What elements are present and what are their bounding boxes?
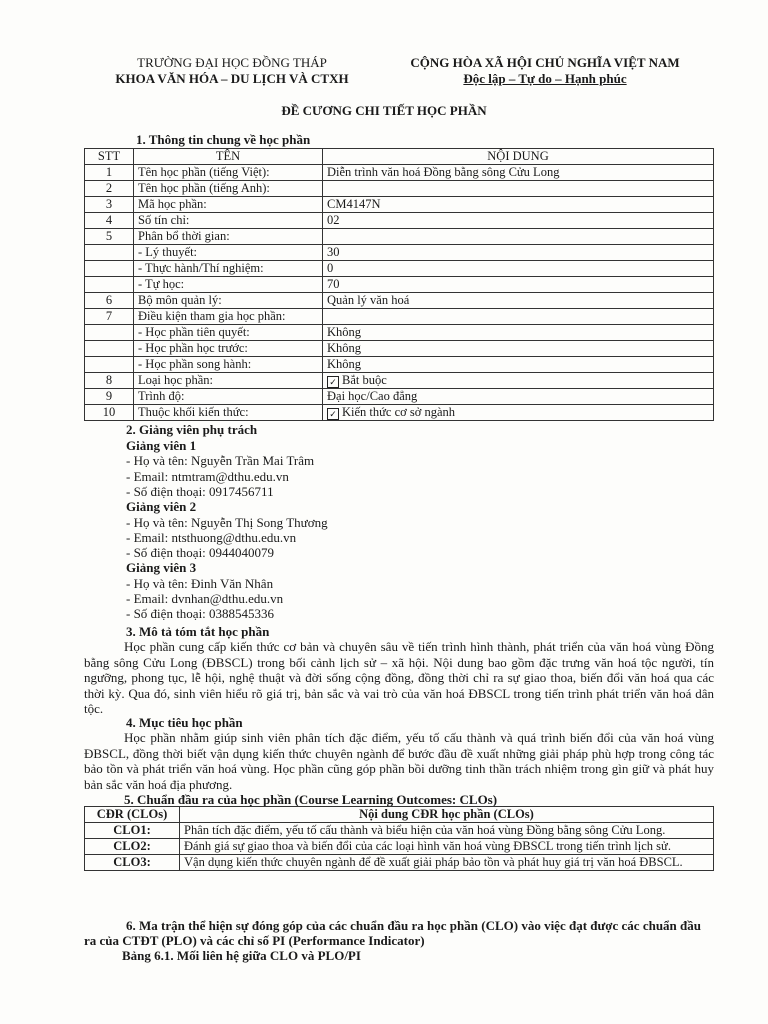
clo-code: CLO1: bbox=[85, 823, 180, 839]
country-name: CỘNG HÒA XÃ HỘI CHỦ NGHĨA VIỆT NAM bbox=[410, 55, 680, 70]
clo-row bbox=[85, 855, 714, 871]
row-value: CM4147N bbox=[323, 197, 714, 213]
section-1-heading: 1. Thông tin chung về học phần bbox=[136, 132, 311, 147]
course-description bbox=[84, 639, 714, 717]
row-stt: 8 bbox=[85, 373, 134, 389]
clo-header-content: Nội dung CĐR học phần (CLOs) bbox=[180, 807, 714, 823]
table-row bbox=[85, 181, 714, 197]
checkbox-icon: ✓ bbox=[327, 376, 339, 388]
row-stt: 1 bbox=[85, 165, 134, 181]
row-name: - Tự học: bbox=[134, 277, 323, 293]
lecturer-name: - Họ và tên: Nguyễn Trần Mai Trâm bbox=[126, 453, 315, 469]
header-name: TÊN bbox=[134, 149, 323, 165]
row-stt bbox=[85, 277, 134, 293]
row-name: Trình độ: bbox=[134, 389, 323, 405]
lecturer-name: - Họ và tên: Đinh Văn Nhân bbox=[126, 575, 274, 591]
section-2-heading: 2. Giảng viên phụ trách bbox=[126, 422, 258, 437]
table-6-1-caption: Bảng 6.1. Mối liên hệ giữa CLO và PLO/PI bbox=[122, 948, 361, 963]
row-stt: 3 bbox=[85, 197, 134, 213]
national-motto: Độc lập – Tự do – Hạnh phúc bbox=[463, 71, 627, 86]
table-row bbox=[85, 373, 714, 389]
lecturer-label: Giảng viên 3 bbox=[126, 560, 197, 576]
row-value: 02 bbox=[323, 213, 714, 229]
lecturer-label: Giảng viên 1 bbox=[126, 438, 197, 453]
table-row bbox=[85, 389, 714, 405]
row-value: Đại học/Cao đẳng bbox=[323, 389, 714, 405]
row-stt bbox=[85, 325, 134, 341]
row-stt: 7 bbox=[85, 309, 134, 325]
table-row bbox=[85, 325, 714, 341]
lecturer-label: Giảng viên 2 bbox=[126, 499, 197, 515]
row-name: - Học phần tiên quyết: bbox=[134, 325, 323, 341]
table-row bbox=[85, 213, 714, 229]
course-info-body bbox=[85, 165, 714, 421]
section-6-heading: 6. Ma trận thể hiện sự đóng góp của các chuẩn đầu ra học phần (CLO) vào việc đạt được các chuẩn đầu ra của CTĐT (PLO) và các chỉ số PI (Performance Indicator) bbox=[84, 918, 701, 948]
university-name: TRƯỜNG ĐẠI HỌC ĐỒNG THÁP bbox=[137, 55, 327, 70]
lecturer-email: - Email: dvnhan@dthu.edu.vn bbox=[126, 591, 284, 606]
table-row bbox=[85, 341, 714, 357]
table-row bbox=[85, 405, 714, 421]
row-name: - Lý thuyết: bbox=[134, 245, 323, 261]
lecturer-name: - Họ và tên: Nguyễn Thị Song Thương bbox=[126, 514, 328, 530]
row-name: Bộ môn quản lý: bbox=[134, 293, 323, 309]
table-row bbox=[85, 357, 714, 373]
row-stt bbox=[85, 357, 134, 373]
clo-table bbox=[84, 806, 714, 871]
row-value bbox=[323, 405, 714, 421]
row-value: Không bbox=[323, 357, 714, 373]
row-name: - Thực hành/Thí nghiệm: bbox=[134, 261, 323, 277]
table-header-row bbox=[85, 149, 714, 165]
section-5-heading: 5. Chuẩn đầu ra của học phần (Course Learning Outcomes: CLOs) bbox=[124, 792, 498, 807]
lecturer-phone: - Số điện thoại: 0917456711 bbox=[126, 483, 274, 499]
row-stt bbox=[85, 341, 134, 357]
clo-content: Đánh giá sự giao thoa và biến đổi của các loại hình văn hoá vùng ĐBSCL trong tiến trình lịch sử. bbox=[180, 839, 714, 855]
table-row bbox=[85, 197, 714, 213]
table-row bbox=[85, 165, 714, 181]
row-stt bbox=[85, 245, 134, 261]
table-row bbox=[85, 293, 714, 309]
lecturer-phone: - Số điện thoại: 0944040079 bbox=[126, 545, 275, 561]
row-name: Mã học phần: bbox=[134, 197, 323, 213]
clo-header-code: CĐR (CLOs) bbox=[85, 807, 180, 823]
row-value bbox=[323, 181, 714, 197]
row-name: Thuộc khối kiến thức: bbox=[134, 405, 323, 421]
row-name: Loại học phần: bbox=[134, 373, 323, 389]
row-stt: 6 bbox=[85, 293, 134, 309]
row-value: 0 bbox=[323, 261, 714, 277]
row-stt: 5 bbox=[85, 229, 134, 245]
clo-row bbox=[85, 823, 714, 839]
row-value: Quản lý văn hoá bbox=[323, 293, 714, 309]
table-row bbox=[85, 245, 714, 261]
table-row bbox=[85, 229, 714, 245]
row-name: Phân bổ thời gian: bbox=[134, 229, 323, 245]
checkbox-icon: ✓ bbox=[327, 408, 339, 420]
row-stt: 9 bbox=[85, 389, 134, 405]
national-header bbox=[395, 55, 695, 87]
row-value-text: Bắt buộc bbox=[342, 373, 387, 387]
course-objectives bbox=[84, 730, 714, 792]
lecturer-email: - Email: ntmtram@dthu.edu.vn bbox=[126, 468, 289, 484]
row-name: Số tín chỉ: bbox=[134, 213, 323, 229]
row-stt: 2 bbox=[85, 181, 134, 197]
university-header bbox=[82, 55, 382, 87]
section-3-heading: 3. Mô tả tóm tắt học phần bbox=[126, 624, 270, 639]
row-value bbox=[323, 373, 714, 389]
row-stt bbox=[85, 261, 134, 277]
row-value: Diễn trình văn hoá Đồng bằng sông Cửu Long bbox=[323, 165, 714, 181]
row-name: - Học phần song hành: bbox=[134, 357, 323, 373]
row-value-text: Kiến thức cơ sở ngành bbox=[342, 405, 456, 419]
row-name: - Học phần học trước: bbox=[134, 341, 323, 357]
header-stt: STT bbox=[85, 149, 134, 165]
table-row bbox=[85, 261, 714, 277]
row-name: Tên học phần (tiếng Việt): bbox=[134, 165, 323, 181]
table-row bbox=[85, 277, 714, 293]
row-stt: 10 bbox=[85, 405, 134, 421]
course-info-table bbox=[84, 148, 714, 421]
clo-content: Phân tích đặc điểm, yếu tố cấu thành và biểu hiện của văn hoá vùng Đồng bằng sông Cửu Long. bbox=[180, 823, 714, 839]
header-content: NỘI DUNG bbox=[323, 149, 714, 165]
clo-content: Vận dụng kiến thức chuyên ngành để đề xuất giải pháp bảo tồn và phát huy giá trị văn hoá ĐBSCL. bbox=[180, 855, 714, 871]
row-stt: 4 bbox=[85, 213, 134, 229]
document-title: ĐỀ CƯƠNG CHI TIẾT HỌC PHẦN bbox=[281, 103, 487, 118]
clo-row bbox=[85, 839, 714, 855]
course-objectives-text: Học phần nhằm giúp sinh viên phân tích đặc điểm, yếu tố cấu thành và quá trình biến đổi của văn hoá vùng ĐBSCL, đồng thời biết vận dụng kiến thức chuyên ngành để bước đầu đề xuất những giải pháp phù hợp trong công tác bảo tồn và phát triển văn hoá vùng. Học phần cũng góp phần bồi dưỡng tinh thần trách nhiệm trong gìn giữ và phát huy bản sắc văn hoá địa phương. bbox=[84, 730, 714, 792]
row-name: Điều kiện tham gia học phần: bbox=[134, 309, 323, 325]
clo-code: CLO2: bbox=[85, 839, 180, 855]
clo-code: CLO3: bbox=[85, 855, 180, 871]
row-value: Không bbox=[323, 341, 714, 357]
row-name: Tên học phần (tiếng Anh): bbox=[134, 181, 323, 197]
course-description-text: Học phần cung cấp kiến thức cơ bản và chuyên sâu về tiến trình hình thành, phát triển của văn hoá vùng Đồng bằng sông Cửu Long (ĐBSCL) trong bối cảnh lịch sử – xã hội. Nội dung bao gồm đặc trưng văn hoá tộc người, tín ngưỡng, phong tục, lễ hội, nghệ thuật và đời sống cộng đồng, đồng thời chỉ ra sự giao thoa, biến đổi văn hoá qua các thời kỳ. Qua đó, sinh viên hiểu rõ giá trị, bản sắc và vai trò của văn hoá ĐBSCL trong tiến trình phát triển văn hoá dân tộc. bbox=[84, 639, 714, 716]
row-value bbox=[323, 229, 714, 245]
lecturer-phone: - Số điện thoại: 0388545336 bbox=[126, 606, 275, 622]
row-value: Không bbox=[323, 325, 714, 341]
row-value: 30 bbox=[323, 245, 714, 261]
row-value bbox=[323, 309, 714, 325]
table-row bbox=[85, 309, 714, 325]
clo-body bbox=[85, 823, 714, 871]
row-value: 70 bbox=[323, 277, 714, 293]
faculty-name: KHOA VĂN HÓA – DU LỊCH VÀ CTXH bbox=[115, 71, 349, 86]
lecturer-email: - Email: ntsthuong@dthu.edu.vn bbox=[126, 529, 297, 545]
section-4-heading: 4. Mục tiêu học phần bbox=[126, 715, 243, 730]
clo-header-row bbox=[85, 807, 714, 823]
